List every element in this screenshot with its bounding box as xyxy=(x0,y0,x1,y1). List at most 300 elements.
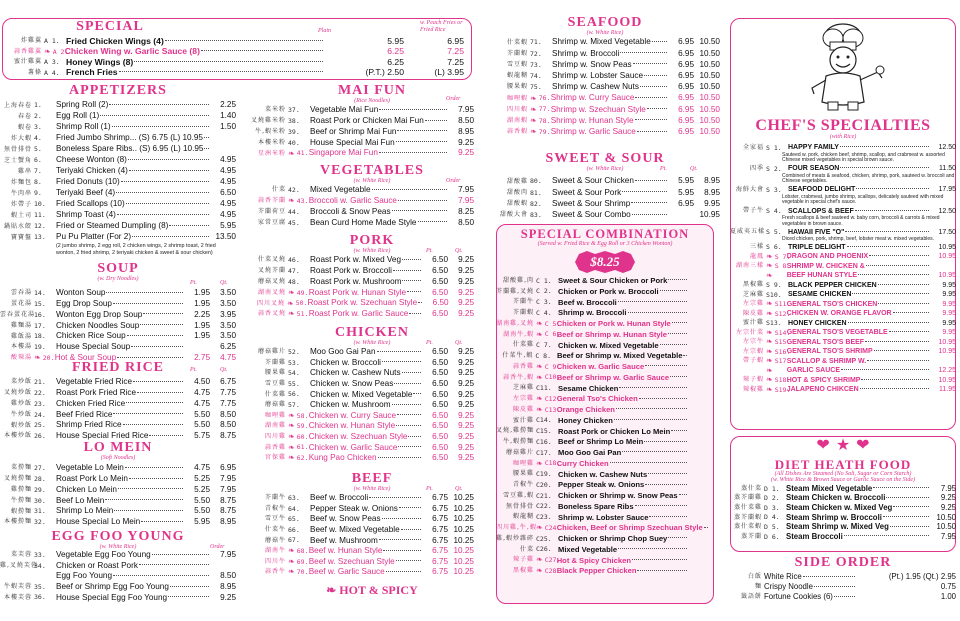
item-number: 63. xyxy=(288,494,300,503)
item-price-small: 6.75 xyxy=(432,546,448,556)
menu-item xyxy=(0,582,236,593)
item-number: S10. xyxy=(766,290,782,299)
item-name: TRIPLE DELIGHT xyxy=(788,243,846,251)
item-number: 25. xyxy=(34,421,46,430)
item-chinese-name: 春卷 xyxy=(17,112,32,120)
item-name: FOUR SEASON xyxy=(788,165,840,173)
menu-item xyxy=(496,501,714,512)
item-name: Shrimp Lo Mein xyxy=(56,506,114,516)
item-leader-dots xyxy=(840,146,929,147)
seafood-list xyxy=(490,37,720,138)
item-leader-dots xyxy=(369,497,421,498)
chicken-list xyxy=(240,347,474,464)
item-chinese-name: 青椒牛 xyxy=(264,504,286,512)
item-leader-dots xyxy=(841,369,929,370)
menu-item xyxy=(730,347,956,357)
menu-item xyxy=(730,522,956,532)
special-plain-header: Plain xyxy=(318,28,331,34)
item-price: 1.40 xyxy=(220,111,236,121)
item-price-small: 6.50 xyxy=(432,442,448,452)
item-price: 10.95 xyxy=(938,253,956,261)
item-number: 55. xyxy=(288,379,300,388)
item-leader-dots xyxy=(119,71,323,72)
item-leader-dots xyxy=(616,408,687,409)
item-number: D 2. xyxy=(764,494,780,503)
item-chinese-name: 四川雞,牛,蝦 xyxy=(496,524,537,532)
item-chinese-name: 蘑菇叉燒 xyxy=(257,277,286,285)
item-leader-dots xyxy=(126,203,209,204)
item-chinese-name: 什菜雞 xyxy=(512,341,534,349)
item-number: C 8. xyxy=(535,351,551,360)
pork-list xyxy=(240,255,474,320)
item-price-small: 6.95 xyxy=(678,104,694,114)
menu-item xyxy=(240,379,474,390)
item-number: S 6. xyxy=(766,243,782,252)
item-name: Fried Scallops (10) xyxy=(56,199,125,209)
item-number: C13. xyxy=(544,405,561,414)
item-price: (Pt.) 1.95 (Qt.) 2.95 xyxy=(888,572,956,582)
item-chinese-name: 芥蘭荷豆 xyxy=(257,207,286,215)
item-name: Pepper Steak w. Onions xyxy=(310,503,398,513)
beef-subtitle: (w. White Rice) xyxy=(353,486,391,492)
menu-item xyxy=(0,188,236,199)
item-price: 9.25 xyxy=(458,266,474,276)
item-price: 4.95 xyxy=(220,177,236,187)
item-price: 10.95 xyxy=(938,348,956,356)
item-price: 8.50 xyxy=(220,571,236,581)
menu-item xyxy=(0,409,236,420)
item-number: 48. xyxy=(288,277,300,286)
item-leader-dots xyxy=(855,210,929,211)
item-number: S 4. xyxy=(766,206,782,215)
item-name: SHRIMP W. CHICKEN & xyxy=(786,262,865,270)
menu-item xyxy=(240,347,474,358)
item-chinese-name: 芝士蟹角 xyxy=(3,156,32,164)
item-price-small: 6.50 xyxy=(432,410,448,420)
item-price-small: 5.50 xyxy=(194,495,210,505)
mai-fun-subtitle: (Rice Noodles) xyxy=(354,98,390,104)
item-price: 8.50 xyxy=(220,409,236,419)
item-leader-dots xyxy=(396,560,421,561)
item-number: C 1. xyxy=(536,276,552,285)
item-chinese-name: 甜酸肉 xyxy=(506,188,528,196)
menu-item xyxy=(496,469,714,480)
item-chinese-name: 全家福 xyxy=(742,143,764,151)
item-description: Sauteed w. pork, chicken beef, shrimp, scallop, and crabmeat w. assorted Chinese mixed vegetables in special brown sauce. xyxy=(782,151,945,164)
item-name: Teriyaki Beef (4) xyxy=(56,188,116,198)
item-price: 9.25 xyxy=(458,453,474,463)
item-name: Beef or Shrimp Lo Mein xyxy=(558,437,644,447)
item-leader-dots xyxy=(668,333,687,334)
menu-item xyxy=(730,494,956,504)
item-number: S11. xyxy=(774,300,791,309)
menu-item xyxy=(496,555,714,566)
item-chinese-name: 蒸什菜蝦 xyxy=(733,523,762,531)
item-chinese-name: 咖哩雞 xyxy=(512,459,534,467)
item-number: 47. xyxy=(288,266,300,275)
chili-pepper-icon: ❧ xyxy=(530,104,537,114)
item-chinese-name: 辣子雞 xyxy=(512,556,534,564)
item-number: C25. xyxy=(536,534,552,543)
item-price-small: 6.50 xyxy=(432,287,448,297)
item-name: GARLIC SAUCE xyxy=(786,367,840,375)
menu-item xyxy=(240,368,474,379)
item-name: House Special Lo Mein xyxy=(56,517,141,527)
chili-pepper-icon: ❧ xyxy=(288,421,295,431)
item-price: 8.95 xyxy=(704,176,720,186)
item-name: Chicken w. Cashew Nuts xyxy=(310,368,401,378)
menu-item xyxy=(490,93,720,104)
item-price: 11.95 xyxy=(939,386,956,394)
item-price-small: 1.95 xyxy=(194,320,210,330)
item-leader-dots xyxy=(402,372,421,373)
menu-item xyxy=(730,300,956,310)
menu-item xyxy=(4,47,464,58)
menu-item xyxy=(240,358,474,369)
item-name: Steam Shrimp w. Broccoli xyxy=(786,512,882,522)
item-price: 8.75 xyxy=(220,506,236,516)
chili-pepper-icon: ❧ xyxy=(766,337,773,347)
item-leader-dots xyxy=(204,137,209,138)
menu-item xyxy=(0,485,236,496)
item-price: 10.50 xyxy=(699,93,720,103)
menu-item xyxy=(730,338,956,348)
menu-item xyxy=(0,592,236,603)
item-chinese-name: 蒜香雞 xyxy=(264,443,286,451)
item-chinese-name: 湖南牛 xyxy=(264,547,286,555)
item-price: 8.75 xyxy=(220,431,236,441)
item-name: Roast Pork w. Mixed Veg xyxy=(310,255,402,265)
fried-rice-list xyxy=(0,377,236,442)
item-name: Beef Fried Rice xyxy=(56,409,113,419)
item-price: 10.50 xyxy=(699,48,720,58)
item-chinese-name: 菜撈麵 xyxy=(10,464,32,472)
item-number: 41. xyxy=(296,149,309,158)
menu-item xyxy=(240,389,474,400)
item-price: 4.95 xyxy=(220,210,236,220)
item-leader-dots xyxy=(201,50,323,51)
item-name: Honey Chicken xyxy=(558,415,613,425)
item-number: 71. xyxy=(530,38,542,47)
item-leader-dots xyxy=(109,104,209,105)
item-chinese-name: 本樓米粉 xyxy=(257,138,286,146)
item-name: Beef w. Mushroom xyxy=(310,535,378,545)
item-price: 9.25 xyxy=(458,378,474,388)
item-price: 10.95 xyxy=(938,338,956,346)
item-name: Shrimp w. Hunan Style xyxy=(550,115,634,125)
chili-pepper-icon: ❧ xyxy=(766,251,773,261)
chili-pepper-icon: ❧ xyxy=(288,148,295,158)
item-price: 12.50 xyxy=(938,207,956,215)
item-price: 9.25 xyxy=(458,442,474,452)
item-number: C 9. xyxy=(544,362,561,371)
menu-item xyxy=(496,426,714,437)
item-number: 28. xyxy=(34,474,46,483)
item-leader-dots xyxy=(622,191,667,192)
item-leader-dots xyxy=(121,181,209,182)
item-price: 7.75 xyxy=(220,388,236,398)
item-chinese-name: 三樣 xyxy=(749,243,764,251)
item-number: 77. xyxy=(538,105,551,114)
menu-item xyxy=(0,517,236,528)
item-name: Shrimp Toast (4) xyxy=(56,210,116,220)
item-leader-dots xyxy=(644,75,667,76)
item-leader-dots xyxy=(834,596,855,597)
item-chinese-name: 湖南牛,蝦 xyxy=(503,330,534,338)
item-number: S19. xyxy=(774,385,791,394)
item-price: 9.25 xyxy=(458,389,474,399)
item-leader-dots xyxy=(668,279,687,280)
item-name: Singapore Mai Fun xyxy=(308,148,378,158)
item-price-small: 6.50 xyxy=(432,421,448,431)
item-number: 54. xyxy=(288,369,300,378)
item-price-small: 5.95 xyxy=(387,35,404,46)
menu-item xyxy=(496,394,714,405)
special-combo-list xyxy=(496,276,714,577)
item-chinese-name: 腰果雞 xyxy=(264,369,286,377)
menu-item xyxy=(496,340,714,351)
item-chinese-name: 蒜香芥蘭 xyxy=(257,197,286,205)
special-list xyxy=(4,36,464,78)
item-leader-dots xyxy=(402,259,421,260)
item-number: S 5. xyxy=(766,227,782,236)
item-price-small: 4.75 xyxy=(194,463,210,473)
item-chinese-name: 本樓芙蓉 xyxy=(3,593,32,601)
item-price: 8.95 xyxy=(220,517,236,527)
menu-item xyxy=(240,400,474,411)
item-price-small: 6.50 xyxy=(432,255,448,265)
menu-item xyxy=(0,561,236,572)
item-leader-dots xyxy=(637,570,687,571)
item-price-small: 5.95 xyxy=(678,176,694,186)
menu-item xyxy=(496,362,714,373)
lo-mein-list xyxy=(0,463,236,528)
menu-item xyxy=(0,320,236,331)
menu-item xyxy=(496,297,714,308)
item-name: Chicken w. Mushroom xyxy=(310,400,391,410)
item-name: JALAPENO CHIKCEN xyxy=(786,386,859,394)
item-leader-dots xyxy=(704,527,708,528)
item-price: 8.50 xyxy=(458,217,474,227)
menu-item xyxy=(730,243,956,253)
chili-pepper-icon: ❧ xyxy=(766,384,773,394)
chicken-qt-header: Qt. xyxy=(455,340,463,346)
item-chinese-name: 甜酸雞 xyxy=(506,177,528,185)
chili-pepper-icon: ❧ xyxy=(766,299,773,309)
sweet-sour-list xyxy=(490,176,720,221)
menu-item xyxy=(496,308,714,319)
item-chinese-name: 叉燒撈麵 xyxy=(3,475,32,483)
item-chinese-name: 蒸什菜 xyxy=(740,484,762,492)
item-name: Sweet & Sour Shrimp xyxy=(552,198,631,208)
item-leader-dots xyxy=(848,322,929,323)
item-chinese-name: 腰果雞 xyxy=(512,470,534,478)
item-price: 7.95 xyxy=(458,185,474,195)
item-leader-dots xyxy=(620,52,667,53)
vegetables-section xyxy=(240,164,474,228)
item-chinese-name: 無骨排骨 xyxy=(3,145,32,153)
item-chinese-name: 黑椒雞 xyxy=(742,281,764,289)
menu-item xyxy=(0,166,236,177)
menu-item xyxy=(730,309,956,319)
item-chinese-name: 寶寶盤 xyxy=(10,233,32,241)
item-chinese-name: 星洲米粉 xyxy=(257,149,286,157)
item-chinese-name: 左宗雞 xyxy=(512,395,534,403)
item-name: Chicken w. Mixed Vegetable xyxy=(310,389,413,399)
chili-pepper-icon: ❧ xyxy=(536,566,543,576)
menu-item xyxy=(730,513,956,523)
item-number: 8. xyxy=(34,178,42,187)
menu-item xyxy=(0,299,236,310)
chili-pepper-icon: ❧ xyxy=(288,442,295,452)
item-chinese-name: 蒜香雞翼 xyxy=(13,47,42,55)
menu-item xyxy=(496,383,714,394)
item-leader-dots xyxy=(672,322,687,323)
item-leader-dots xyxy=(383,550,421,551)
item-chinese-name: 四川叉燒 xyxy=(256,299,285,307)
item-number: S14. xyxy=(774,328,791,337)
item-chinese-name: 陳皮雞 xyxy=(512,405,534,413)
item-name: Egg Drop Soup xyxy=(56,299,112,309)
item-chinese-name: 芥蘭蝦 xyxy=(506,49,528,57)
menu-item xyxy=(240,298,474,309)
item-price-small: 5.50 xyxy=(194,420,210,430)
item-price-small: 6.25 xyxy=(387,56,404,67)
mai-fun-section xyxy=(240,84,474,159)
item-number: 62. xyxy=(296,453,309,462)
item-price: 9.95 xyxy=(942,329,956,337)
menu-item xyxy=(0,221,236,232)
item-name: Beef or Shrimp Egg Foo Young xyxy=(56,581,169,591)
item-price: 7.95 xyxy=(940,483,956,493)
item-chinese-name: 蒜香牛 xyxy=(264,568,286,576)
item-number: 16. xyxy=(34,310,46,319)
item-chinese-name: 什菜 xyxy=(519,545,534,553)
item-name: HOT & SPICY SHRIMP xyxy=(786,376,861,384)
item-number: 31. xyxy=(34,507,46,516)
item-price-small: 6.75 xyxy=(432,493,448,503)
item-name: Beef Lo Mein xyxy=(56,495,105,505)
item-chinese-name: 麵 xyxy=(754,583,762,590)
item-price-small: 6.75 xyxy=(432,556,448,566)
item-price: 3.50 xyxy=(220,288,236,298)
chili-pepper-icon: ❧ xyxy=(536,329,543,339)
item-leader-dots xyxy=(425,120,447,121)
item-leader-dots xyxy=(878,284,929,285)
item-leader-dots xyxy=(116,192,209,193)
item-price-small: 5.75 xyxy=(194,431,210,441)
item-leader-dots xyxy=(117,214,209,215)
item-leader-dots xyxy=(645,365,687,366)
item-name: Egg Foo Young xyxy=(56,571,112,581)
menu-item xyxy=(240,411,474,422)
item-number: C15. xyxy=(536,427,552,436)
item-number: 2. xyxy=(34,112,42,121)
item-leader-dots xyxy=(113,303,183,304)
menu-item xyxy=(240,514,474,525)
item-price: 10.25 xyxy=(453,493,474,503)
item-leader-dots xyxy=(137,392,183,393)
item-price: 3.50 xyxy=(220,320,236,330)
menu-item xyxy=(490,127,720,138)
item-number: C 3. xyxy=(536,298,552,307)
item-name: SCALLOPS & BEEF xyxy=(788,207,854,215)
item-chinese-name: 籤語餅 xyxy=(740,593,762,600)
egg-foo-young-title: EGG FOO YOUNG xyxy=(51,529,185,544)
menu-item xyxy=(0,399,236,410)
item-name: Moo Goo Gai Pan xyxy=(558,448,622,458)
item-leader-dots xyxy=(114,510,183,511)
item-number: C17. xyxy=(536,448,552,457)
item-name: SCALLOP & SHRIMP W. xyxy=(786,357,867,365)
menu-item xyxy=(496,351,714,362)
item-leader-dots xyxy=(619,387,687,388)
item-chinese-name: 牛肉串 xyxy=(10,189,32,197)
menu-item xyxy=(730,592,956,602)
item-price-small: 4.75 xyxy=(194,398,210,408)
item-name: Roast Pork w. Broccoli xyxy=(310,266,392,276)
side-list xyxy=(730,572,956,602)
item-name: Steam Broccoli xyxy=(786,531,843,541)
mai-fun-title: MAI FUN xyxy=(337,83,407,98)
item-price: 9.25 xyxy=(458,410,474,420)
item-price: 8.95 xyxy=(458,126,474,136)
item-leader-dots xyxy=(633,63,667,64)
item-number: A 1. xyxy=(44,37,60,45)
item-number: A 2. xyxy=(52,47,69,56)
item-price: 9.25 xyxy=(458,148,474,158)
beef-section xyxy=(240,472,474,596)
vegetables-order-header: Order xyxy=(446,178,461,184)
item-number: 64. xyxy=(288,504,300,513)
item-name: Chicken Rice Soup xyxy=(56,331,126,341)
item-name: Sweet & Sour Pork xyxy=(552,187,622,197)
item-price-small: 6.50 xyxy=(432,368,448,378)
chili-pepper-icon: ❧ xyxy=(766,365,773,375)
chili-pepper-icon: ❧ xyxy=(536,318,543,328)
item-leader-dots xyxy=(640,86,667,87)
item-name: Boneless Spare Ribs.. (S) 6.95 (L) 10.95 xyxy=(56,144,204,154)
menu-item xyxy=(496,329,714,340)
pork-title: PORK xyxy=(349,233,395,248)
special-combo-title: SPECIAL COMBINATION xyxy=(520,227,690,241)
menu-item xyxy=(0,474,236,485)
item-name: General Tso's Chicken xyxy=(556,394,638,404)
item-number: 65. xyxy=(288,515,300,524)
item-description: Fresh scallops & beef sauteed w. baby corn, broccoli & carrots & mixed vegetables in brown sauce. xyxy=(782,214,940,227)
item-chinese-name: 上海春卷 xyxy=(3,101,32,109)
menu-item xyxy=(240,277,474,288)
item-name: Sweet & Sour Chicken xyxy=(552,176,634,186)
menu-item xyxy=(0,420,236,431)
item-price-small: 1.95 xyxy=(194,288,210,298)
heart-icon: ❤ xyxy=(816,437,830,454)
chef-illustration xyxy=(798,22,888,114)
item-price: 9.25 xyxy=(458,400,474,410)
menu-item xyxy=(240,255,474,266)
chili-pepper-icon: ❧ xyxy=(44,46,51,56)
item-chinese-name: 芝麻雞 xyxy=(512,384,534,392)
seafood-section xyxy=(490,16,720,138)
item-name: Roast Pork or Chicken Lo Mein xyxy=(558,426,671,436)
item-name: Beef or Shrimp Mai Fun xyxy=(310,126,397,136)
menu-item xyxy=(730,366,956,376)
item-price-small: 6.50 xyxy=(432,400,448,410)
item-number: 32. xyxy=(34,518,46,527)
chili-pepper-icon: ❧ xyxy=(287,298,294,308)
item-leader-dots xyxy=(803,576,855,577)
item-number: C24. xyxy=(544,523,561,532)
